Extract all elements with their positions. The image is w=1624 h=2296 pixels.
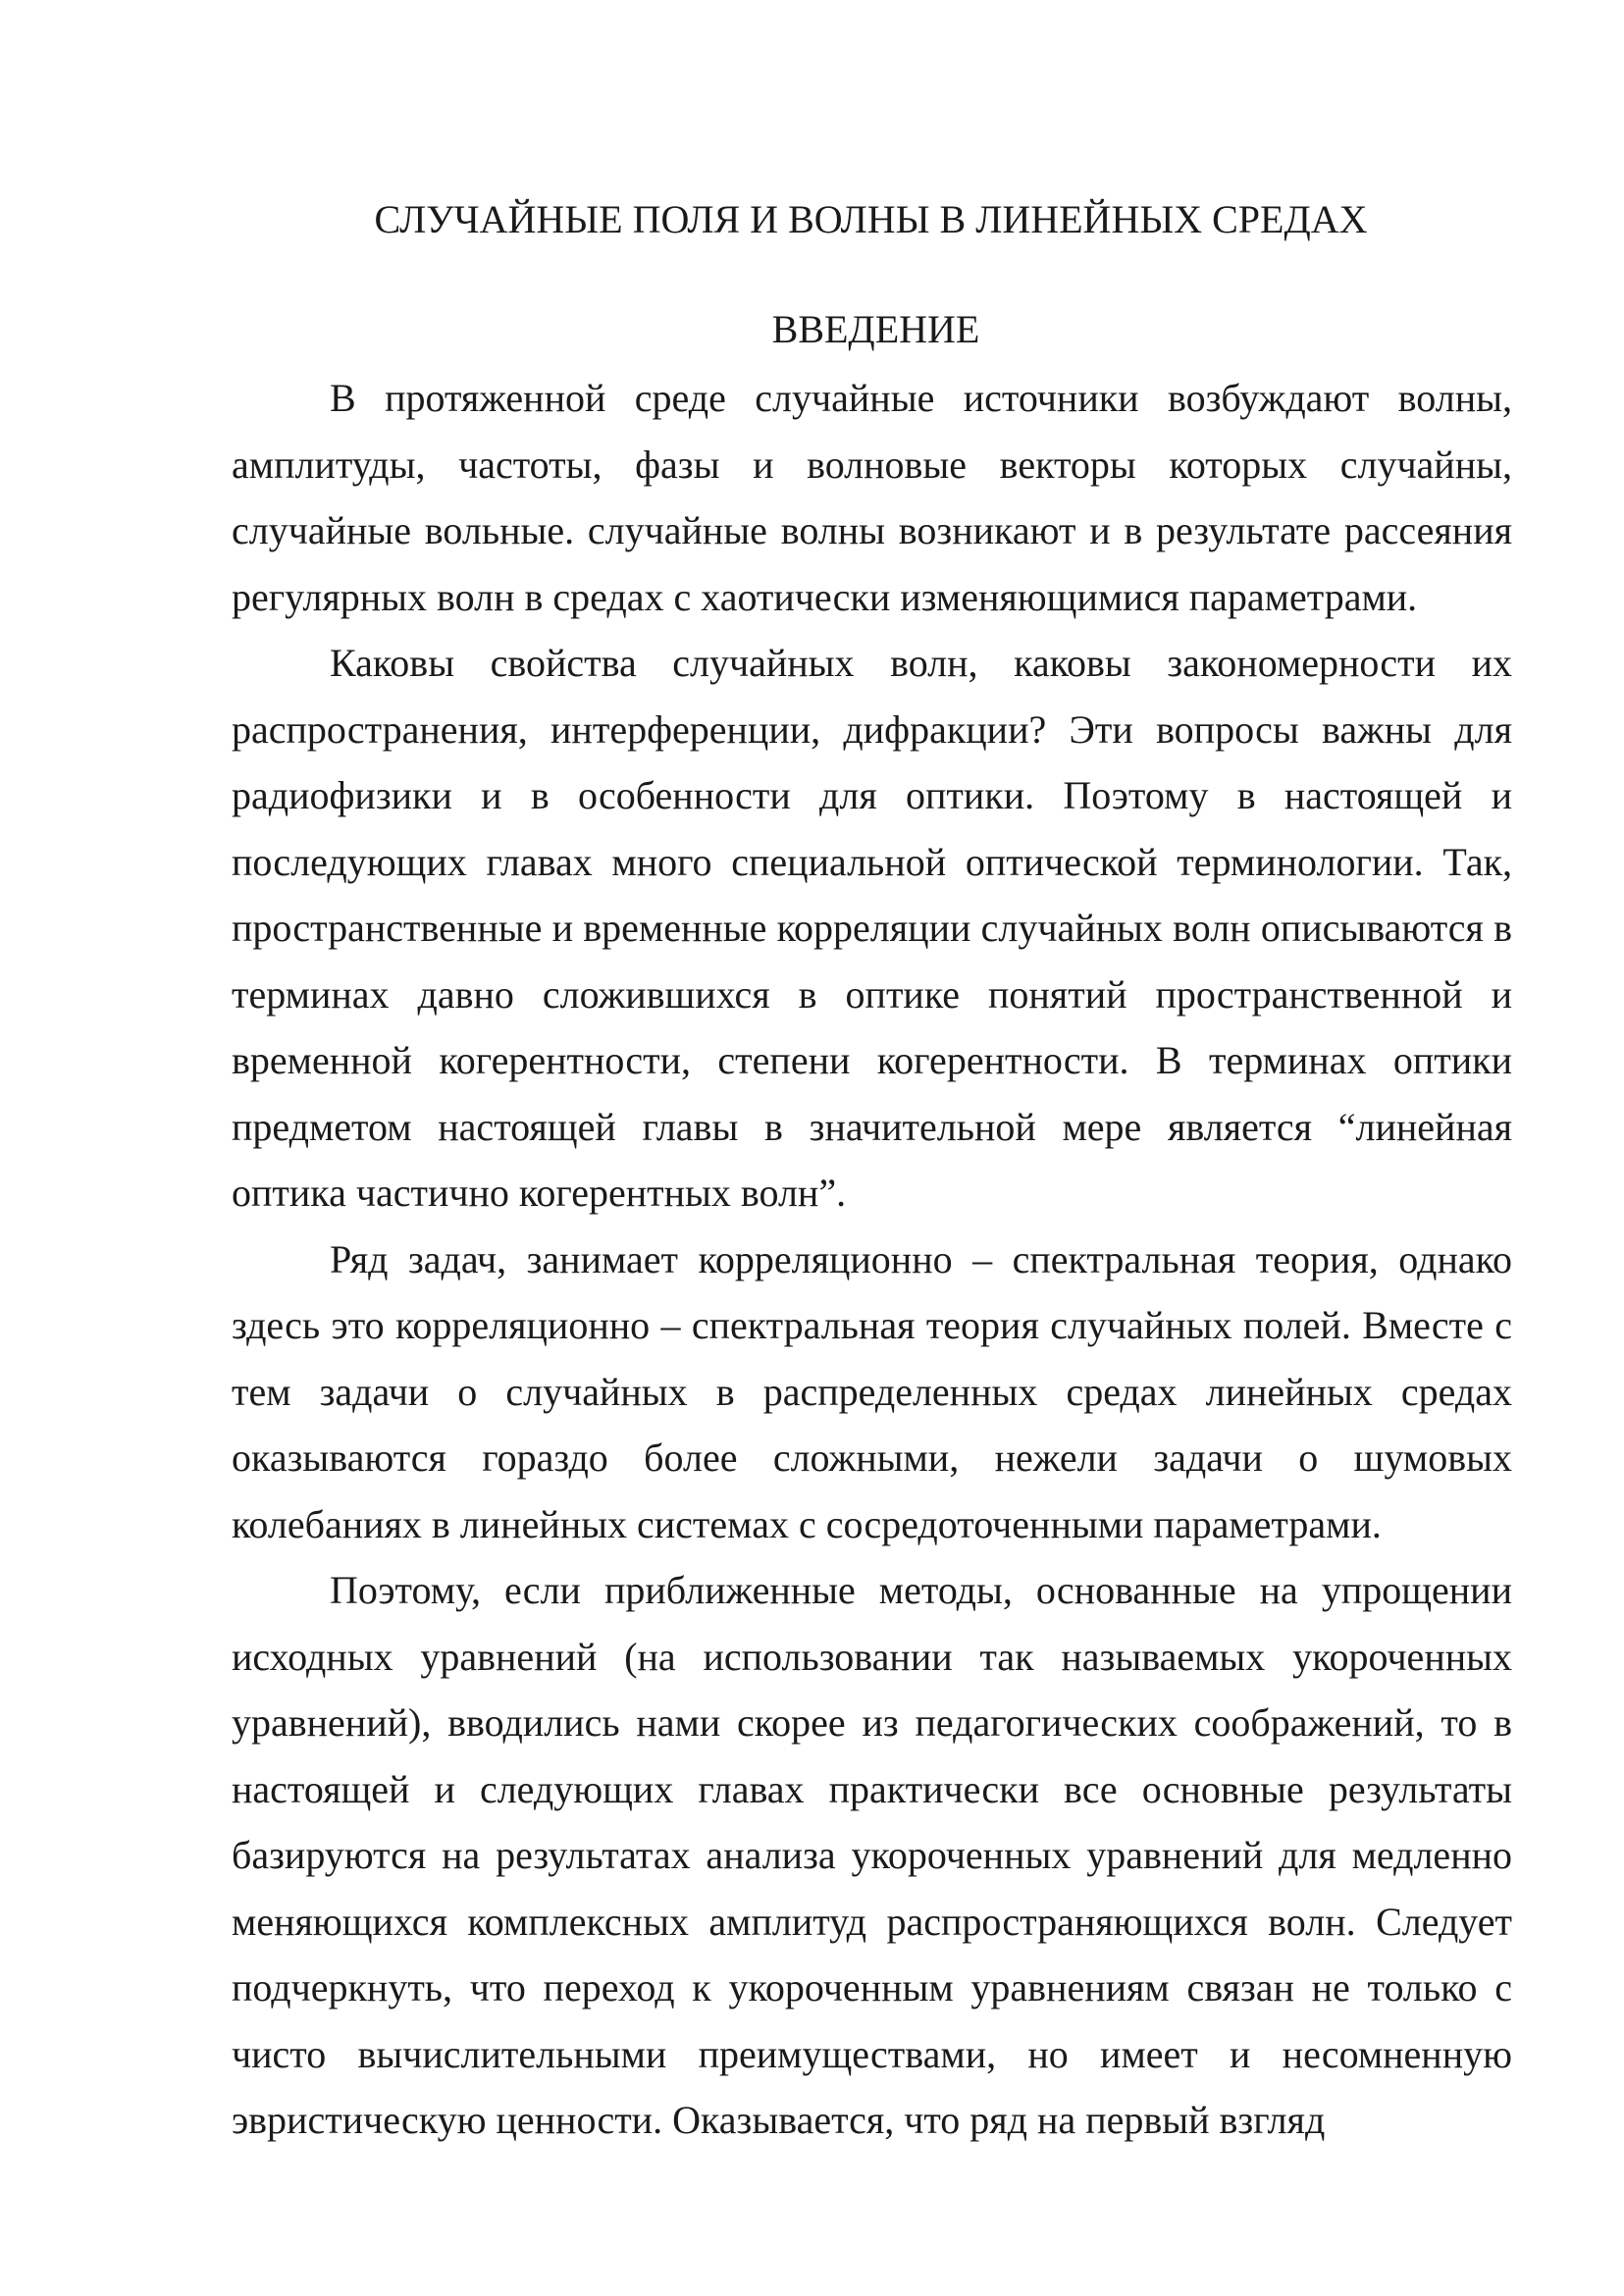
document-body (232, 365, 1512, 2154)
paragraph-3: Ряд задач, занимает корреляционно – спектральная теория, однако здесь это корреляционно – спектральная теория случайных полей. Вместе с тем задачи о случайных в распределенных средах линейных средах оказываются гораздо более сложными, нежели задачи о шумовых колебаниях в линейных системах с сосредоточенными параметрами. (232, 1236, 1512, 1546)
paragraph-2: Каковы свойства случайных волн, каковы закономерности их распространения, интерференции, дифракции? Эти вопросы важны для радиофизики и в особенности для оптики. Поэтому в настоящей и последующих главах много специальной оптической терминологии. Так, пространственные и временные корреляции случайных волн описываются в терминах давно сложившихся в оптике понятий пространственной и временной когерентности, степени когерентности. В терминах оптики предметом настоящей главы в значительной мере является “линейная оптика частично когерентных волн”. (232, 641, 1512, 1215)
document-title: СЛУЧАЙНЫЕ ПОЛЯ И ВОЛНЫ В ЛИНЕЙНЫХ СРЕДАХ (374, 197, 1368, 241)
paragraph-1: В протяженной среде случайные источники возбуждают волны, амплитуды, частоты, фазы и волновые векторы которых случайны, случайные вольные. случайные волны возникают и в результате рассеяния регулярных волн в средах с хаотически изменяющимися параметрами. (232, 376, 1512, 619)
paragraph-4: Поэтому, если приближенные методы, основанные на упрощении исходных уравнений (на использовании так называемых укороченных уравнений), вводились нами скорее из педагогических соображений, то в настоящей и следующих главах практически все основные результаты базируются на результатах анализа укороченных уравнений для медленно меняющихся комплексных амплитуд распространяющихся волн. Следует подчеркнуть, что переход к укороченным уравнениям связан не только с чисто вычислительными преимуществами, но имеет и несомненную эвристическую ценности. Оказывается, что ряд на первый взгляд (232, 1568, 1512, 2142)
section-heading: ВВЕДЕНИЕ (771, 307, 980, 351)
